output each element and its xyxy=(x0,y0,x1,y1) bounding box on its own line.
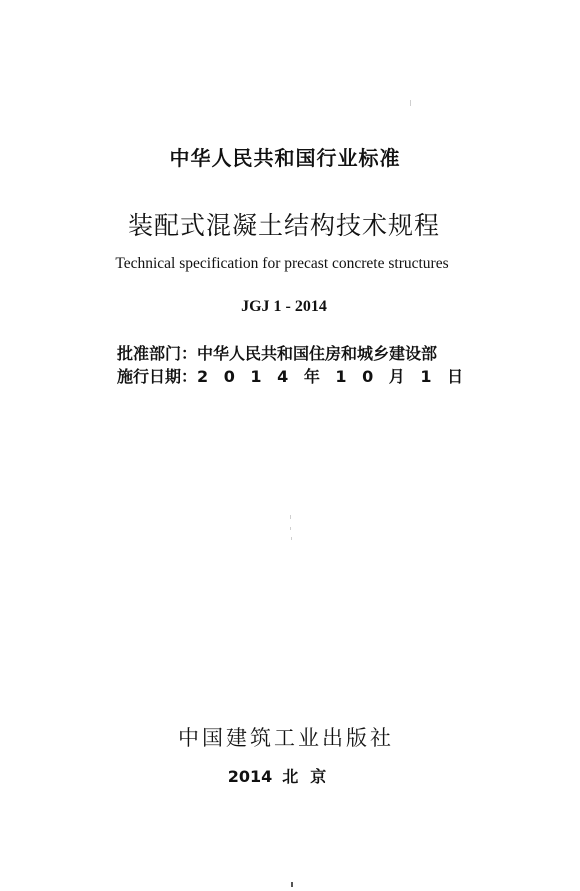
date-value: 2 0 1 4 年 1 0 月 1 日 xyxy=(197,367,469,386)
title-english: Technical specification for precast concrete structures xyxy=(115,255,449,272)
approval-label: 批准部门： xyxy=(117,344,198,363)
scan-speck xyxy=(291,882,293,887)
publication-city: 北京 xyxy=(282,767,339,786)
standard-code: JGJ 1 - 2014 xyxy=(241,298,327,315)
effective-date-line xyxy=(117,364,468,387)
scan-speck xyxy=(291,537,292,540)
publisher: 中国建筑工业出版社 xyxy=(178,726,394,750)
date-label: 施行日期： xyxy=(117,367,198,386)
scan-speck xyxy=(410,100,411,106)
approval-value: 中华人民共和国住房和城乡建设部 xyxy=(197,344,438,363)
publication-year: 2014 xyxy=(227,767,273,786)
title-chinese: 装配式混凝土结构技术规程 xyxy=(127,211,440,240)
publication-info xyxy=(0,764,580,787)
standard-type: 中华人民共和国行业标准 xyxy=(169,146,401,170)
approval-line xyxy=(117,341,437,364)
scan-speck xyxy=(290,515,291,519)
scan-speck xyxy=(290,527,291,530)
